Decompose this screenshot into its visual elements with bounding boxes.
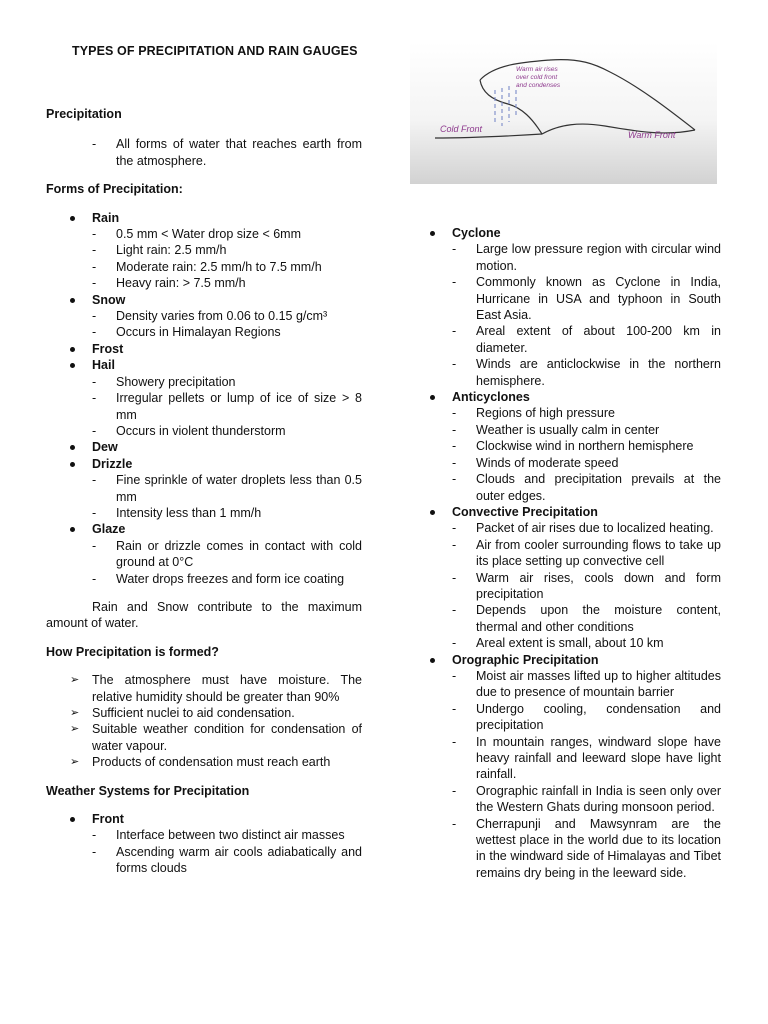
list-item: - Depends upon the moisture content, thermal and other conditions — [452, 602, 721, 635]
list-item: ➢ The atmosphere must have moisture. The relative humidity should be greater than 90% — [68, 672, 362, 705]
list-item: ➢ Products of condensation must reach earth — [68, 754, 362, 770]
orographic-bullet: Orographic Precipitation — [424, 652, 721, 668]
precipitation-heading: Precipitation — [46, 107, 122, 121]
list-item: - Air from cooler surrounding flows to take up its place setting up convective cell — [452, 537, 721, 570]
weather-systems-heading: Weather Systems for Precipitation — [46, 783, 250, 798]
list-item: - Areal extent is small, about 10 km — [452, 635, 721, 651]
list-item: - Occurs in Himalayan Regions — [92, 324, 362, 340]
list-item: - Packet of air rises due to localized heating. — [452, 520, 721, 536]
page-title: TYPES OF PRECIPITATION AND RAIN GAUGES — [72, 44, 358, 58]
drizzle-bullet: Drizzle — [64, 456, 362, 472]
list-item: - Moist air masses lifted up to higher altitudes due to presence of mountain barrier — [452, 668, 721, 701]
list-item: ➢ Sufficient nuclei to aid condensation. — [68, 705, 362, 721]
convective-bullet: Convective Precipitation — [424, 504, 721, 520]
list-item: - Rain or drizzle comes in contact with cold ground at 0°C — [92, 538, 362, 571]
rain-bullet: Rain — [64, 210, 362, 226]
list-item: - Showery precipitation — [92, 374, 362, 390]
precipitation-definition: - All forms of water that reaches earth from the atmosphere. — [92, 136, 362, 169]
front-diagram-svg — [410, 42, 717, 184]
list-item: - Winds are anticlockwise in the northern hemisphere. — [452, 356, 721, 389]
how-formed-heading: How Precipitation is formed? — [46, 644, 219, 659]
glaze-bullet: Glaze — [64, 521, 362, 537]
list-item: - Density varies from 0.06 to 0.15 g/cm³ — [92, 308, 362, 324]
list-item: - Light rain: 2.5 mm/h — [92, 242, 362, 258]
list-item: - Intensity less than 1 mm/h — [92, 505, 362, 521]
list-item: - 0.5 mm < Water drop size < 6mm — [92, 226, 362, 242]
dew-bullet: Dew — [64, 439, 362, 455]
list-item: - Commonly known as Cyclone in India, Hurricane in USA and typhoon in South East Asia. — [452, 274, 721, 323]
list-item: - Undergo cooling, condensation and precipitation — [452, 701, 721, 734]
right-column — [424, 225, 721, 881]
list-item: - Clouds and precipitation prevails at the outer edges. — [452, 471, 721, 504]
hail-bullet: Hail — [64, 357, 362, 373]
list-item: - Fine sprinkle of water droplets less than 0.5 mm — [92, 472, 362, 505]
frost-bullet: Frost — [64, 341, 362, 357]
anticyclones-bullet: Anticyclones — [424, 389, 721, 405]
cold-front-label: Cold Front — [440, 124, 483, 134]
diagram-note-line: Warm air rises — [516, 66, 558, 73]
list-item: - Weather is usually calm in center — [452, 422, 721, 438]
list-item: - Interface between two distinct air masses — [92, 827, 362, 843]
list-item: - Ascending warm air cools adiabatically and forms clouds — [92, 844, 362, 877]
list-item: - Large low pressure region with circular wind motion. — [452, 241, 721, 274]
list-item: - Occurs in violent thunderstorm — [92, 423, 362, 439]
list-item: - Winds of moderate speed — [452, 455, 721, 471]
list-item: - Cherrapunji and Mawsynram are the wettest place in the world due to its location in the windward side of Himalayas and Tibet remains dry being in the leeward side. — [452, 816, 721, 882]
cyclone-bullet: Cyclone — [424, 225, 721, 241]
diagram-note — [516, 66, 560, 90]
list-item: - Areal extent of about 100-200 km in diameter. — [452, 323, 721, 356]
list-item: - Clockwise wind in northern hemisphere — [452, 438, 721, 454]
list-item: - Orographic rainfall in India is seen only over the Western Ghats during monsoon period. — [452, 783, 721, 816]
warm-front-label: Warm Front — [628, 130, 676, 140]
list-item: - In mountain ranges, windward slope have heavy rainfall and leeward slope have light rainfall. — [452, 734, 721, 783]
list-item: - Regions of high pressure — [452, 405, 721, 421]
list-item: - Moderate rain: 2.5 mm/h to 7.5 mm/h — [92, 259, 362, 275]
left-column — [46, 106, 362, 877]
diagram-note-line: over cold front — [516, 74, 558, 81]
front-bullet: Front — [64, 811, 362, 827]
list-item: - Heavy rain: > 7.5 mm/h — [92, 275, 362, 291]
list-item: ➢ Suitable weather condition for condensation of water vapour. — [68, 721, 362, 754]
paragraph: Rain and Snow contribute to the maximum amount of water. — [46, 599, 362, 631]
list-item: - Irregular pellets or lump of ice of size > 8 mm — [92, 390, 362, 423]
list-item: - Warm air rises, cools down and form precipitation — [452, 570, 721, 603]
snow-bullet: Snow — [64, 292, 362, 308]
front-diagram — [410, 42, 717, 184]
list-item: - Water drops freezes and form ice coating — [92, 571, 362, 587]
forms-heading: Forms of Precipitation: — [46, 182, 183, 197]
diagram-note-line: and condenses — [516, 82, 561, 89]
